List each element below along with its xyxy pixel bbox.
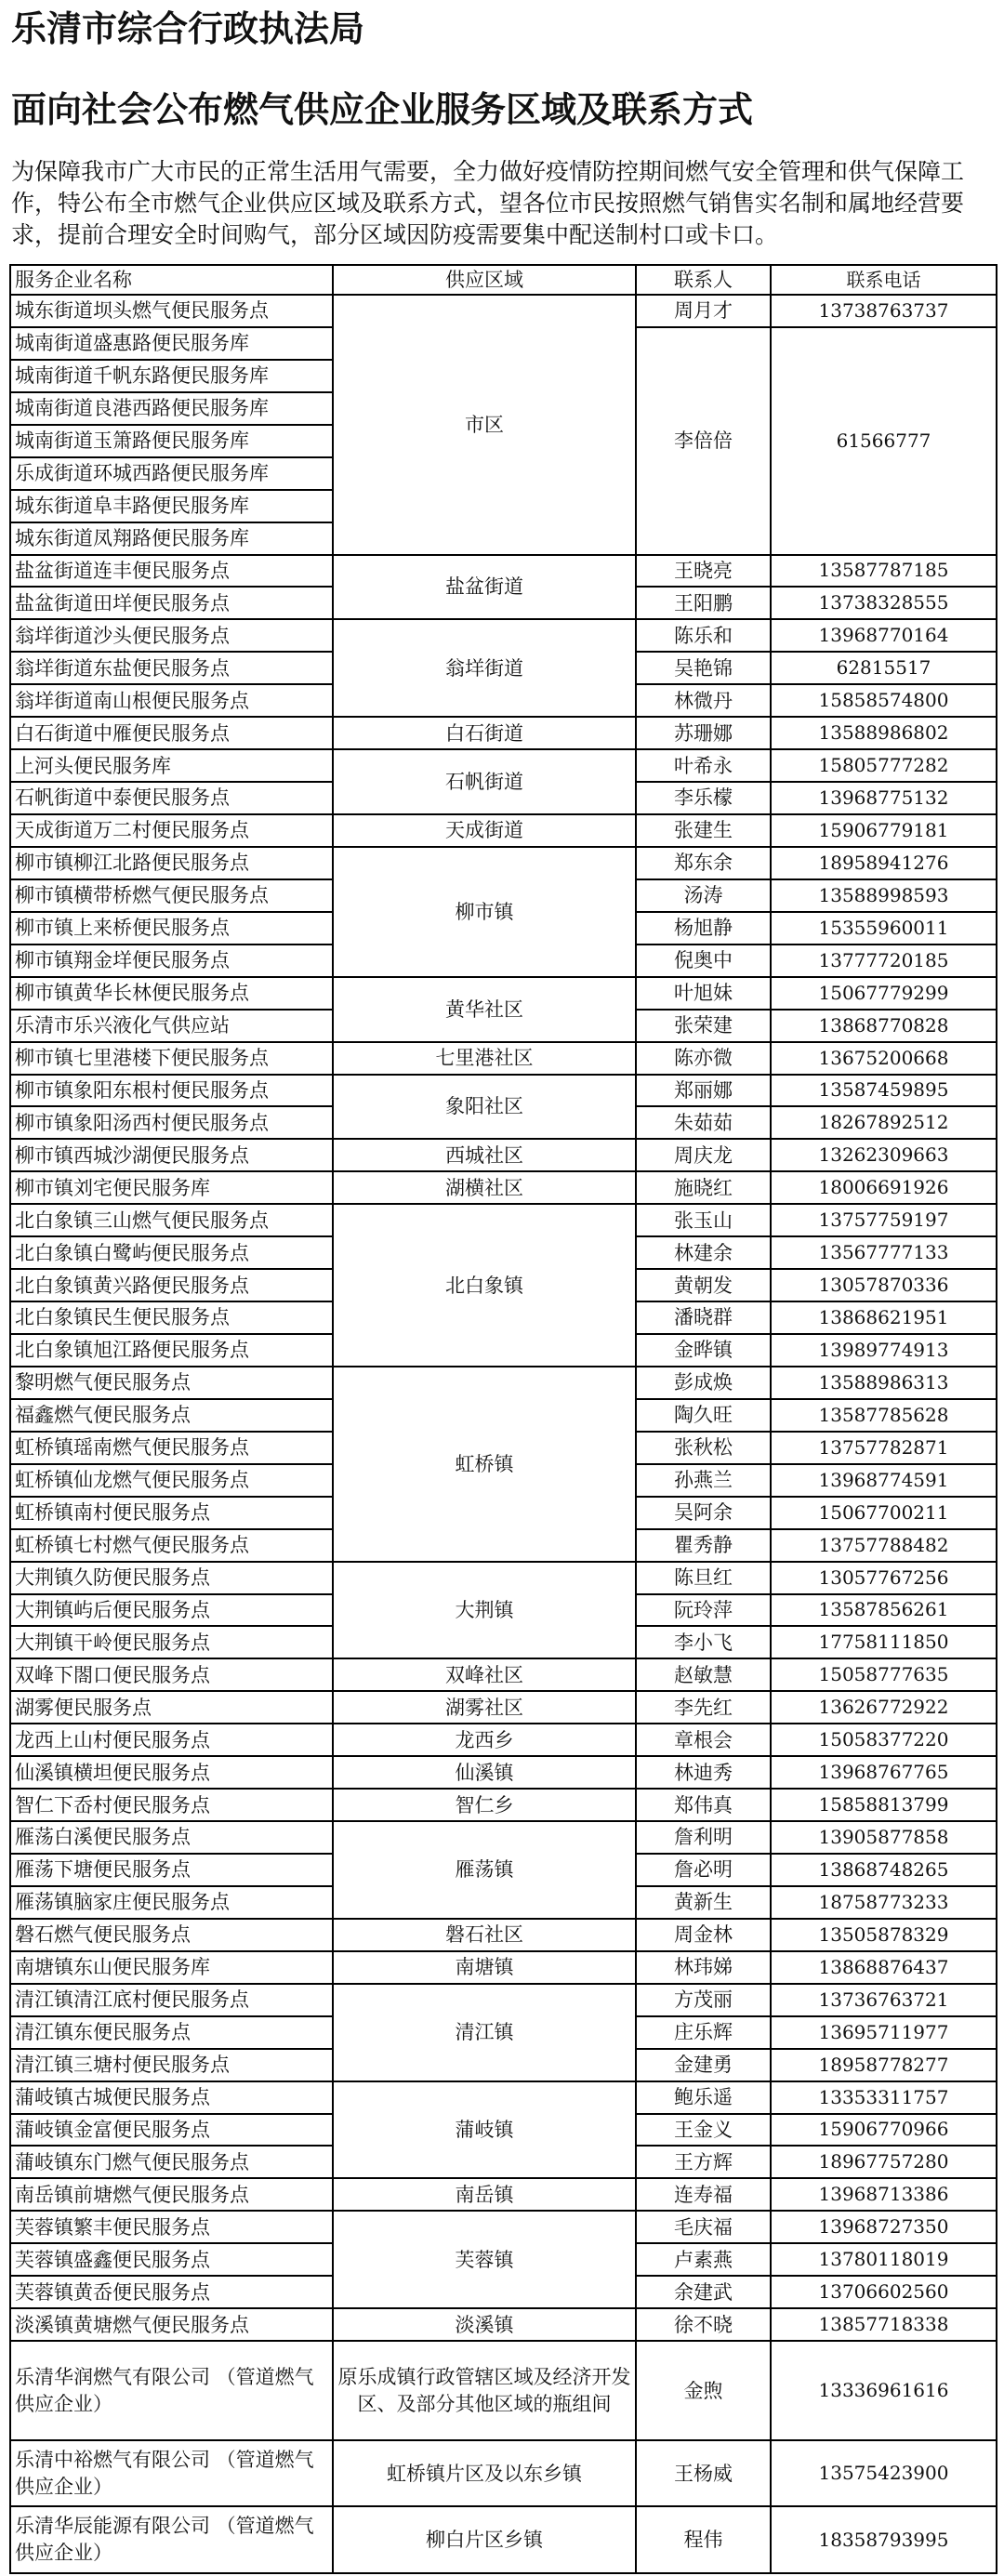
table-row [10,1821,997,1854]
cell-company: 蒲岐镇东门燃气便民服务点 [10,2146,333,2178]
cell-company: 柳市镇柳江北路便民服务点 [10,847,333,879]
cell-phone: 13706602560 [771,2276,997,2308]
table-row [10,1691,997,1724]
cell-company: 雁荡下塘便民服务点 [10,1854,333,1886]
cell-company: 北白象镇白鹭屿便民服务点 [10,1236,333,1269]
cell-area: 翁垟街道 [333,619,636,717]
cell-phone: 15858574800 [771,684,997,717]
table-row [10,2308,997,2341]
cell-company: 黎明燃气便民服务点 [10,1367,333,1399]
table-row [10,2341,997,2440]
cell-contact: 李小飞 [636,1626,771,1658]
cell-phone: 13567777133 [771,1236,997,1269]
cell-company: 芙蓉镇黄岙便民服务点 [10,2276,333,2308]
cell-company: 南塘镇东山便民服务库 [10,1951,333,1984]
cell-company: 虹桥镇南村便民服务点 [10,1497,333,1529]
table-row [10,749,997,782]
cell-company: 虹桥镇仙龙燃气便民服务点 [10,1464,333,1497]
cell-contact: 金建勇 [636,2049,771,2081]
cell-phone: 13968727350 [771,2211,997,2243]
cell-area: 南岳镇 [333,2178,636,2211]
cell-company: 城南街道盛惠路便民服务库 [10,327,333,360]
cell-company: 城南街道良港西路便民服务库 [10,392,333,425]
cell-phone: 13777720185 [771,945,997,977]
cell-phone: 13695711977 [771,2016,997,2049]
cell-phone: 13587787185 [771,555,997,588]
cell-company: 芙蓉镇繁丰便民服务点 [10,2211,333,2243]
cell-phone: 13989774913 [771,1334,997,1367]
cell-area: 龙西乡 [333,1724,636,1756]
cell-contact: 程伟 [636,2506,771,2573]
cell-phone: 13505878329 [771,1919,997,1951]
cell-phone: 13968770164 [771,619,997,652]
cell-contact: 瞿秀静 [636,1529,771,1562]
cell-contact: 李倍倍 [636,327,771,555]
table-row [10,1984,997,2016]
gas-supplier-table [9,264,997,2574]
cell-company: 磐石燃气便民服务点 [10,1919,333,1951]
cell-company: 乐清市乐兴液化气供应站 [10,1010,333,1042]
cell-phone: 15906770966 [771,2114,997,2147]
cell-contact: 卢素燕 [636,2243,771,2276]
cell-company: 柳市镇七里港楼下便民服务点 [10,1042,333,1075]
cell-company: 柳市镇象阳汤西村便民服务点 [10,1106,333,1139]
page-title: 面向社会公布燃气供应企业服务区域及联系方式 [11,89,754,130]
table-row [10,295,997,327]
cell-phone: 15355960011 [771,912,997,945]
table-row [10,1367,997,1399]
cell-company: 乐成街道环城西路便民服务库 [10,457,333,490]
cell-contact: 张秋松 [636,1432,771,1464]
cell-contact: 周庆龙 [636,1139,771,1171]
cell-company: 雁荡镇脑家庄便民服务点 [10,1886,333,1919]
cell-contact: 方茂丽 [636,1984,771,2016]
cell-company: 柳市镇刘宅便民服务库 [10,1171,333,1204]
cell-phone: 15067700211 [771,1497,997,1529]
cell-contact: 林建余 [636,1236,771,1269]
cell-area: 蒲岐镇 [333,2081,636,2179]
cell-contact: 金晔镇 [636,1334,771,1367]
cell-phone: 13968713386 [771,2178,997,2211]
cell-company: 双峰下閤口便民服务点 [10,1658,333,1691]
cell-contact: 吴艳锦 [636,652,771,684]
cell-phone: 13588986802 [771,717,997,749]
cell-contact: 王阳鹏 [636,587,771,619]
cell-contact: 潘晓群 [636,1301,771,1334]
cell-company: 柳市镇上来桥便民服务点 [10,912,333,945]
cell-area: 虹桥镇 [333,1367,636,1562]
cell-company: 乐清华润燃气有限公司 （管道燃气供应企业） [10,2341,333,2440]
cell-area: 市区 [333,295,636,555]
table-row [10,847,997,879]
cell-company: 清江镇东便民服务点 [10,2016,333,2049]
cell-area: 柳白片区乡镇 [333,2506,636,2573]
cell-phone: 18006691926 [771,1171,997,1204]
cell-company: 蒲岐镇金富便民服务点 [10,2114,333,2147]
cell-phone: 13868876437 [771,1951,997,1984]
cell-area: 黄华社区 [333,977,636,1042]
cell-phone: 13353311757 [771,2081,997,2114]
cell-contact: 林微丹 [636,684,771,717]
cell-company: 北白象镇三山燃气便民服务点 [10,1204,333,1236]
cell-contact: 李先红 [636,1691,771,1724]
cell-company: 乐清中裕燃气有限公司 （管道燃气供应企业） [10,2440,333,2506]
cell-company: 蒲岐镇古城便民服务点 [10,2081,333,2114]
cell-phone: 13757759197 [771,1204,997,1236]
table-row [10,1075,997,1107]
cell-company: 翁垟街道东盐便民服务点 [10,652,333,684]
cell-contact: 汤涛 [636,879,771,912]
cell-area: 淡溪镇 [333,2308,636,2341]
cell-contact: 林迪秀 [636,1756,771,1789]
cell-company: 上河头便民服务库 [10,749,333,782]
table-row [10,1756,997,1789]
table-row [10,814,997,847]
cell-phone: 13868748265 [771,1854,997,1886]
table-row [10,977,997,1010]
cell-company: 大荆镇久防便民服务点 [10,1562,333,1594]
cell-contact: 阮玲萍 [636,1594,771,1627]
cell-phone: 13588998593 [771,879,997,912]
cell-contact: 吴阿余 [636,1497,771,1529]
cell-phone: 15906779181 [771,814,997,847]
cell-contact: 李乐檬 [636,782,771,814]
cell-contact: 倪奥中 [636,945,771,977]
cell-company: 城南街道千帆东路便民服务库 [10,360,333,392]
cell-area: 双峰社区 [333,1658,636,1691]
cell-phone: 18967757280 [771,2146,997,2178]
cell-phone: 13587856261 [771,1594,997,1627]
cell-phone: 13868770828 [771,1010,997,1042]
cell-contact: 黄新生 [636,1886,771,1919]
cell-area: 虹桥镇片区及以东乡镇 [333,2440,636,2506]
cell-area: 原乐成镇行政管辖区域及经济开发区、及部分其他区域的瓶组间 [333,2341,636,2440]
cell-phone: 13868621951 [771,1301,997,1334]
cell-phone: 18358793995 [771,2506,997,2573]
cell-phone: 18267892512 [771,1106,997,1139]
cell-company: 石帆街道中泰便民服务点 [10,782,333,814]
cell-contact: 周金林 [636,1919,771,1951]
table-row [10,1139,997,1171]
cell-contact: 郑东余 [636,847,771,879]
table-row [10,1789,997,1821]
cell-company: 天成街道万二村便民服务点 [10,814,333,847]
cell-phone: 18958778277 [771,2049,997,2081]
cell-area: 石帆街道 [333,749,636,814]
cell-phone: 15858813799 [771,1789,997,1821]
cell-company: 清江镇清江底村便民服务点 [10,1984,333,2016]
cell-company: 北白象镇黄兴路便民服务点 [10,1269,333,1301]
table-row [10,555,997,588]
cell-company: 大荆镇干岭便民服务点 [10,1626,333,1658]
cell-company: 仙溪镇横坦便民服务点 [10,1756,333,1789]
cell-contact: 陈亦微 [636,1042,771,1075]
cell-contact: 张玉山 [636,1204,771,1236]
cell-area: 柳市镇 [333,847,636,977]
table-row [10,1204,997,1236]
cell-phone: 13057767256 [771,1562,997,1594]
cell-contact: 鲍乐遥 [636,2081,771,2114]
cell-phone: 13968774591 [771,1464,997,1497]
cell-contact: 林玮娣 [636,1951,771,1984]
cell-contact: 詹必明 [636,1854,771,1886]
cell-company: 城南街道玉箫路便民服务库 [10,425,333,457]
cell-company: 淡溪镇黄塘燃气便民服务点 [10,2308,333,2341]
cell-company: 城东街道坝头燃气便民服务点 [10,295,333,327]
cell-contact: 张荣建 [636,1010,771,1042]
table-row [10,1562,997,1594]
cell-phone: 15067779299 [771,977,997,1010]
cell-company: 南岳镇前塘燃气便民服务点 [10,2178,333,2211]
cell-phone: 13736763721 [771,1984,997,2016]
cell-phone: 13738328555 [771,587,997,619]
cell-contact: 王晓亮 [636,555,771,588]
table-row [10,717,997,749]
cell-contact: 孙燕兰 [636,1464,771,1497]
organization-name: 乐清市综合行政执法局 [11,8,365,49]
cell-phone: 13738763737 [771,295,997,327]
cell-company: 福鑫燃气便民服务点 [10,1399,333,1432]
cell-company: 柳市镇黄华长林便民服务点 [10,977,333,1010]
cell-contact: 郑伟真 [636,1789,771,1821]
cell-company: 盐盆街道田垟便民服务点 [10,587,333,619]
cell-contact: 毛庆福 [636,2211,771,2243]
cell-contact: 徐不晓 [636,2308,771,2341]
cell-phone: 13905877858 [771,1821,997,1854]
cell-phone: 13757788482 [771,1529,997,1562]
cell-contact: 金煦 [636,2341,771,2440]
cell-phone: 17758111850 [771,1626,997,1658]
cell-area: 南塘镇 [333,1951,636,1984]
cell-phone: 13336961616 [771,2341,997,2440]
cell-company: 白石街道中雁便民服务点 [10,717,333,749]
cell-contact: 施晓红 [636,1171,771,1204]
cell-company: 北白象镇民生便民服务点 [10,1301,333,1334]
table-row [10,619,997,652]
cell-company: 雁荡白溪便民服务点 [10,1821,333,1854]
cell-phone: 18958941276 [771,847,997,879]
cell-phone: 13587785628 [771,1399,997,1432]
cell-contact: 朱茹茹 [636,1106,771,1139]
cell-contact: 赵敏慧 [636,1658,771,1691]
table-row [10,1658,997,1691]
cell-contact: 陶久旺 [636,1399,771,1432]
cell-company: 翁垟街道南山根便民服务点 [10,684,333,717]
cell-area: 七里港社区 [333,1042,636,1075]
cell-contact: 郑丽娜 [636,1075,771,1107]
cell-contact: 詹利明 [636,1821,771,1854]
table-row [10,2506,997,2573]
cell-area: 象阳社区 [333,1075,636,1140]
cell-phone: 13588986313 [771,1367,997,1399]
table-header-row [10,265,997,295]
cell-phone: 13262309663 [771,1139,997,1171]
cell-company: 盐盆街道连丰便民服务点 [10,555,333,588]
cell-phone: 15805777282 [771,749,997,782]
cell-contact: 彭成焕 [636,1367,771,1399]
cell-company: 柳市镇翔金垟便民服务点 [10,945,333,977]
cell-company: 柳市镇西城沙湖便民服务点 [10,1139,333,1171]
cell-area: 磐石社区 [333,1919,636,1951]
cell-area: 湖雾社区 [333,1691,636,1724]
cell-phone: 62815517 [771,652,997,684]
cell-contact: 王杨威 [636,2440,771,2506]
table-row [10,2440,997,2506]
cell-contact: 张建生 [636,814,771,847]
cell-company: 龙西上山村便民服务点 [10,1724,333,1756]
cell-contact: 叶旭妹 [636,977,771,1010]
cell-contact: 苏珊娜 [636,717,771,749]
cell-company: 智仁下岙村便民服务点 [10,1789,333,1821]
cell-phone: 15058377220 [771,1724,997,1756]
cell-area: 智仁乡 [333,1789,636,1821]
cell-contact: 王方辉 [636,2146,771,2178]
cell-company: 城东街道阜丰路便民服务库 [10,490,333,522]
table-row [10,2211,997,2243]
cell-area: 北白象镇 [333,1204,636,1367]
cell-company: 乐清华辰能源有限公司 （管道燃气供应企业） [10,2506,333,2573]
cell-phone: 13675200668 [771,1042,997,1075]
cell-contact: 余建武 [636,2276,771,2308]
intro-paragraph: 为保障我市广大市民的正常生活用气需要，全力做好疫情防控期间燃气安全管理和供气保障工作，特公布全市燃气企业供应区域及联系方式，望各位市民按照燃气销售实名制和属地经营要求，提前合理安全时间购气，部分区域因防疫需要集中配送制村口或卡口。 [11,158,965,248]
cell-contact: 周月才 [636,295,771,327]
cell-phone: 61566777 [771,327,997,555]
cell-phone: 13857718338 [771,2308,997,2341]
table-row [10,1042,997,1075]
cell-area: 白石街道 [333,717,636,749]
cell-company: 虹桥镇七村燃气便民服务点 [10,1529,333,1562]
cell-area: 大荆镇 [333,1562,636,1659]
cell-phone: 13626772922 [771,1691,997,1724]
cell-contact: 王金义 [636,2114,771,2147]
cell-phone: 13575423900 [771,2440,997,2506]
column-header-phone: 联系电话 [771,265,997,295]
cell-company: 柳市镇横带桥燃气便民服务点 [10,879,333,912]
cell-company: 清江镇三塘村便民服务点 [10,2049,333,2081]
cell-company: 北白象镇旭江路便民服务点 [10,1334,333,1367]
cell-area: 西城社区 [333,1139,636,1171]
cell-company: 城东街道凤翔路便民服务库 [10,522,333,555]
cell-contact: 章根会 [636,1724,771,1756]
cell-company: 湖雾便民服务点 [10,1691,333,1724]
cell-contact: 杨旭静 [636,912,771,945]
cell-area: 盐盆街道 [333,555,636,620]
column-header-company: 服务企业名称 [10,265,333,295]
cell-area: 天成街道 [333,814,636,847]
cell-contact: 叶希永 [636,749,771,782]
cell-phone: 18758773233 [771,1886,997,1919]
cell-company: 虹桥镇瑶南燃气便民服务点 [10,1432,333,1464]
cell-company: 柳市镇象阳东根村便民服务点 [10,1075,333,1107]
cell-phone: 13757782871 [771,1432,997,1464]
cell-area: 芙蓉镇 [333,2211,636,2308]
cell-phone: 13968767765 [771,1756,997,1789]
table-row [10,1919,997,1951]
cell-contact: 连寿福 [636,2178,771,2211]
cell-company: 大荆镇屿后便民服务点 [10,1594,333,1627]
cell-area: 湖横社区 [333,1171,636,1204]
cell-company: 芙蓉镇盛鑫便民服务点 [10,2243,333,2276]
cell-phone: 13057870336 [771,1269,997,1301]
column-header-contact: 联系人 [636,265,771,295]
column-header-area: 供应区域 [333,265,636,295]
cell-phone: 13968775132 [771,782,997,814]
cell-area: 仙溪镇 [333,1756,636,1789]
cell-company: 翁垟街道沙头便民服务点 [10,619,333,652]
cell-phone: 13780118019 [771,2243,997,2276]
table-row [10,1951,997,1984]
cell-phone: 13587459895 [771,1075,997,1107]
cell-contact: 黄朝发 [636,1269,771,1301]
cell-contact: 陈乐和 [636,619,771,652]
table-row [10,1171,997,1204]
cell-phone: 15058777635 [771,1658,997,1691]
table-row [10,2178,997,2211]
table-body [10,295,997,2573]
table-row [10,1724,997,1756]
cell-contact: 庄乐辉 [636,2016,771,2049]
table-row [10,2081,997,2114]
cell-contact: 陈旦红 [636,1562,771,1594]
cell-area: 清江镇 [333,1984,636,2081]
cell-area: 雁荡镇 [333,1821,636,1919]
